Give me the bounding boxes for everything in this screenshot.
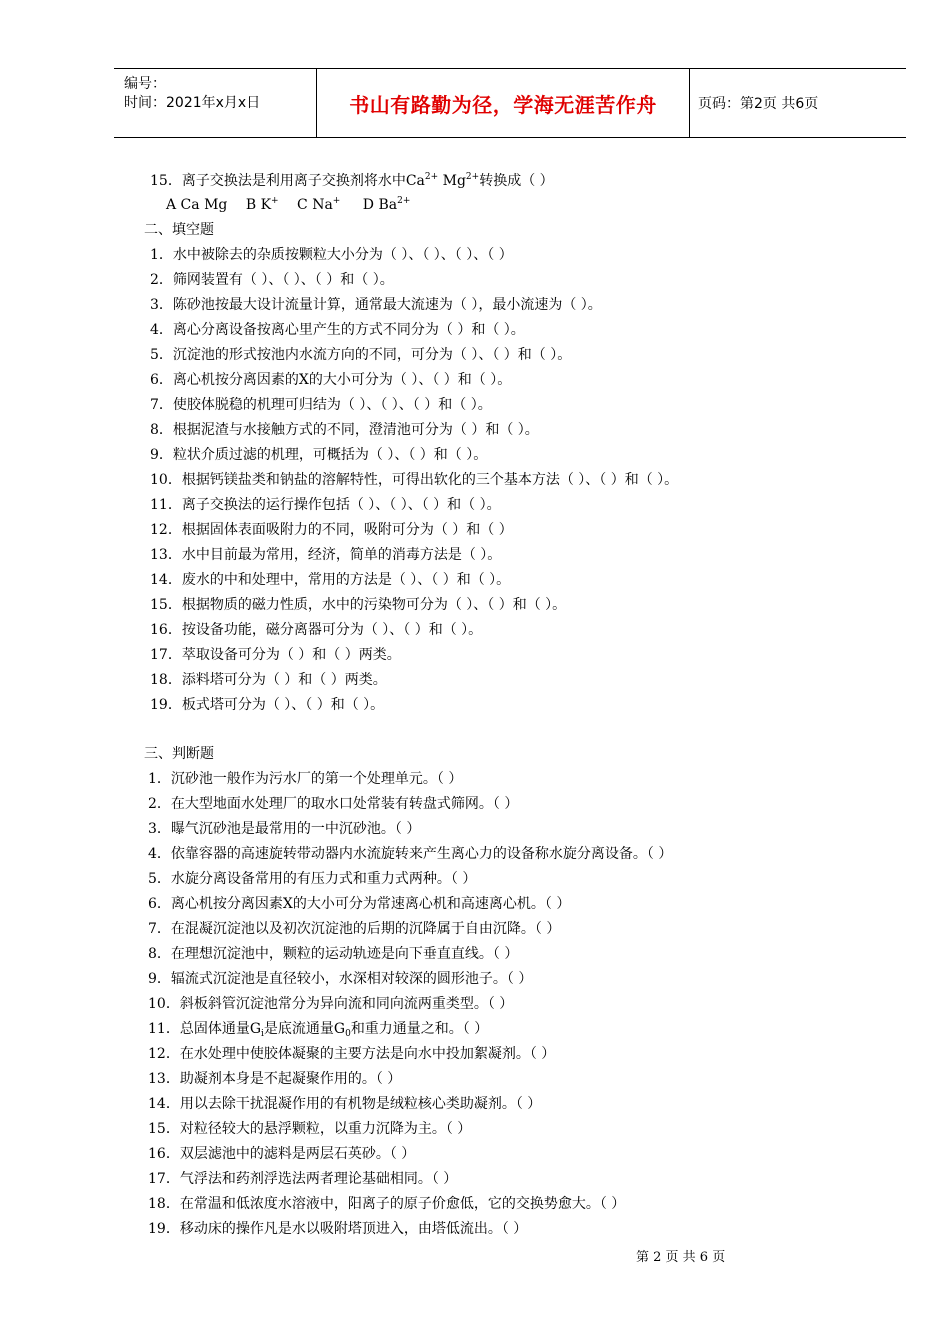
fill-item: 11．离子交换法的运行操作包括（ ）、（ ）、（ ）和（ ）。 bbox=[150, 497, 501, 513]
fill-item: 13．水中目前最为常用，经济，简单的消毒方法是（ ）。 bbox=[150, 547, 502, 563]
question-number: 15． bbox=[150, 173, 182, 189]
question-text: 离子交换法是利用离子交换剂将水中Ca bbox=[181, 173, 425, 189]
fill-item: 4．离心分离设备按离心里产生的方式不同分为（ ）和（ ）。 bbox=[150, 322, 525, 338]
judge-item: 13．助凝剂本身是不起凝聚作用的。（ ） bbox=[148, 1071, 402, 1087]
subscript: i bbox=[261, 1029, 264, 1039]
judge-item: 8．在理想沉淀池中，颗粒的运动轨迹是向下垂直直线。（ ） bbox=[148, 946, 519, 962]
superscript: 2+ bbox=[424, 172, 439, 182]
header-meta bbox=[114, 69, 316, 137]
header-page-cell bbox=[698, 69, 906, 137]
judge-item: 6．离心机按分离因素X的大小可分为常速离心机和高速离心机。（ ） bbox=[148, 896, 571, 912]
question-text: 是底流通量G bbox=[263, 1021, 346, 1037]
fill-item: 9．粒状介质过滤的机理，可概括为（ ）、（ ）和（ ）。 bbox=[150, 447, 488, 463]
judge-item-11 bbox=[148, 1020, 488, 1038]
fill-item: 6．离心机按分离因素的X的大小可分为（ ）、（ ）和（ ）。 bbox=[150, 372, 512, 388]
superscript: 2+ bbox=[465, 172, 480, 182]
superscript: 2+ bbox=[397, 196, 411, 206]
judge-item: 14．用以去除干扰混凝作用的有机物是绒粒核心类助凝剂。（ ） bbox=[148, 1096, 542, 1112]
option-b bbox=[246, 197, 279, 213]
judge-item: 12．在水处理中使胶体凝聚的主要方法是向水中投加絮凝剂。（ ） bbox=[148, 1046, 556, 1062]
judge-item: 4．依靠容器的高速旋转带动器内水流旋转来产生离心力的设备称水旋分离设备。（ ） bbox=[148, 846, 673, 862]
judge-item: 18．在常温和低浓度水溶液中，阳离子的原子价愈低，它的交换势愈大。（ ） bbox=[148, 1196, 626, 1212]
page-indicator: 页码：第2页 共6页 bbox=[698, 96, 819, 112]
option-d bbox=[363, 197, 411, 213]
judge-item: 1．沉砂池一般作为污水厂的第一个处理单元。（ ） bbox=[148, 771, 463, 787]
question-text: 11．总固体通量G bbox=[148, 1021, 261, 1037]
fill-item: 7．使胶体脱稳的机理可归结为（ ）、（ ）、（ ）和（ ）。 bbox=[150, 397, 492, 413]
fill-item: 18．添料塔可分为（ ）和（ ）两类。 bbox=[150, 672, 387, 688]
fill-item: 3．陈砂池按最大设计流量计算，通常最大流速为（ ），最小流速为（ ）。 bbox=[150, 297, 602, 313]
section-title-judge: 三、判断题 bbox=[144, 746, 214, 762]
option-d-text: D Ba bbox=[362, 197, 398, 213]
fill-item: 5．沉淀池的形式按池内水流方向的不同，可分为（ ）、（ ）和（ ）。 bbox=[150, 347, 572, 363]
judge-item: 7．在混凝沉淀池以及初次沉淀池的后期的沉降属于自由沉降。（ ） bbox=[148, 921, 561, 937]
fill-item: 14．废水的中和处理中，常用的方法是（ ）、（ ）和（ ）。 bbox=[150, 572, 511, 588]
doc-number: 编号： bbox=[124, 76, 166, 92]
question-text: 转换成（ ） bbox=[479, 173, 554, 189]
judge-item: 3．曝气沉砂池是最常用的一中沉砂池。（ ） bbox=[148, 821, 421, 837]
judge-item: 5．水旋分离设备常用的有压力式和重力式两种。（ ） bbox=[148, 871, 477, 887]
motto: 书山有路勤为径，学海无涯苦作舟 bbox=[349, 92, 657, 117]
choice-question-15 bbox=[150, 172, 554, 190]
question-text: Mg bbox=[438, 173, 466, 189]
judge-item: 2．在大型地面水处理厂的取水口处常装有转盘式筛网。（ ） bbox=[148, 796, 519, 812]
judge-item: 10．斜板斜管沉淀池常分为异向流和同向流两重类型。（ ） bbox=[148, 996, 514, 1012]
header-motto-cell bbox=[316, 69, 690, 137]
judge-item: 16．双层滤池中的滤料是两层石英砂。（ ） bbox=[148, 1146, 416, 1162]
fill-item: 16．按设备功能，磁分离器可分为（ ）、（ ）和（ ）。 bbox=[150, 622, 483, 638]
judge-item: 19．移动床的操作凡是水以吸附塔顶进入，由塔低流出。（ ） bbox=[148, 1221, 528, 1237]
doc-time: 时间：2021年x月x日 bbox=[124, 95, 261, 111]
option-b-text: B K bbox=[245, 197, 272, 213]
fill-item: 17．萃取设备可分为（ ）和（ ）两类。 bbox=[150, 647, 401, 663]
judge-item: 15．对粒径较大的悬浮颗粒，以重力沉降为主。（ ） bbox=[148, 1121, 472, 1137]
option-c bbox=[297, 197, 340, 213]
superscript: + bbox=[332, 196, 341, 206]
option-a: A Ca Mg bbox=[166, 197, 228, 213]
fill-item: 1．水中被除去的杂质按颗粒大小分为（ ）、（ ）、（ ）、（ ） bbox=[150, 247, 513, 263]
option-c-text: C Na bbox=[297, 197, 333, 213]
judge-item: 9．辐流式沉淀池是直径较小，水深相对较深的圆形池子。（ ） bbox=[148, 971, 533, 987]
fill-item: 2．筛网装置有（ ）、（ ）、（ ）和（ ）。 bbox=[150, 272, 394, 288]
superscript: + bbox=[271, 196, 279, 206]
fill-item: 19．板式塔可分为（ ）、（ ）和（ ）。 bbox=[150, 697, 385, 713]
fill-item: 15．根据物质的磁力性质，水中的污染物可分为（ ）、（ ）和（ ）。 bbox=[150, 597, 567, 613]
judge-item: 17．气浮法和药剂浮选法两者理论基础相同。（ ） bbox=[148, 1171, 458, 1187]
fill-item: 10．根据钙镁盐类和钠盐的溶解特性，可得出软化的三个基本方法（ ）、（ ）和（ ）。 bbox=[150, 472, 679, 488]
section-title-fill: 二、填空题 bbox=[144, 222, 214, 238]
fill-item: 12．根据固体表面吸附力的不同，吸附可分为（ ）和（ ） bbox=[150, 522, 513, 538]
page-header bbox=[114, 68, 906, 138]
page-footer: 第 2 页 共 6 页 bbox=[636, 1250, 726, 1265]
question-text: 和重力通量之和。（ ） bbox=[350, 1021, 489, 1037]
fill-item: 8．根据泥渣与水接触方式的不同，澄清池可分为（ ）和（ ）。 bbox=[150, 422, 539, 438]
choice-options bbox=[166, 196, 410, 214]
subscript: 0 bbox=[345, 1029, 351, 1039]
